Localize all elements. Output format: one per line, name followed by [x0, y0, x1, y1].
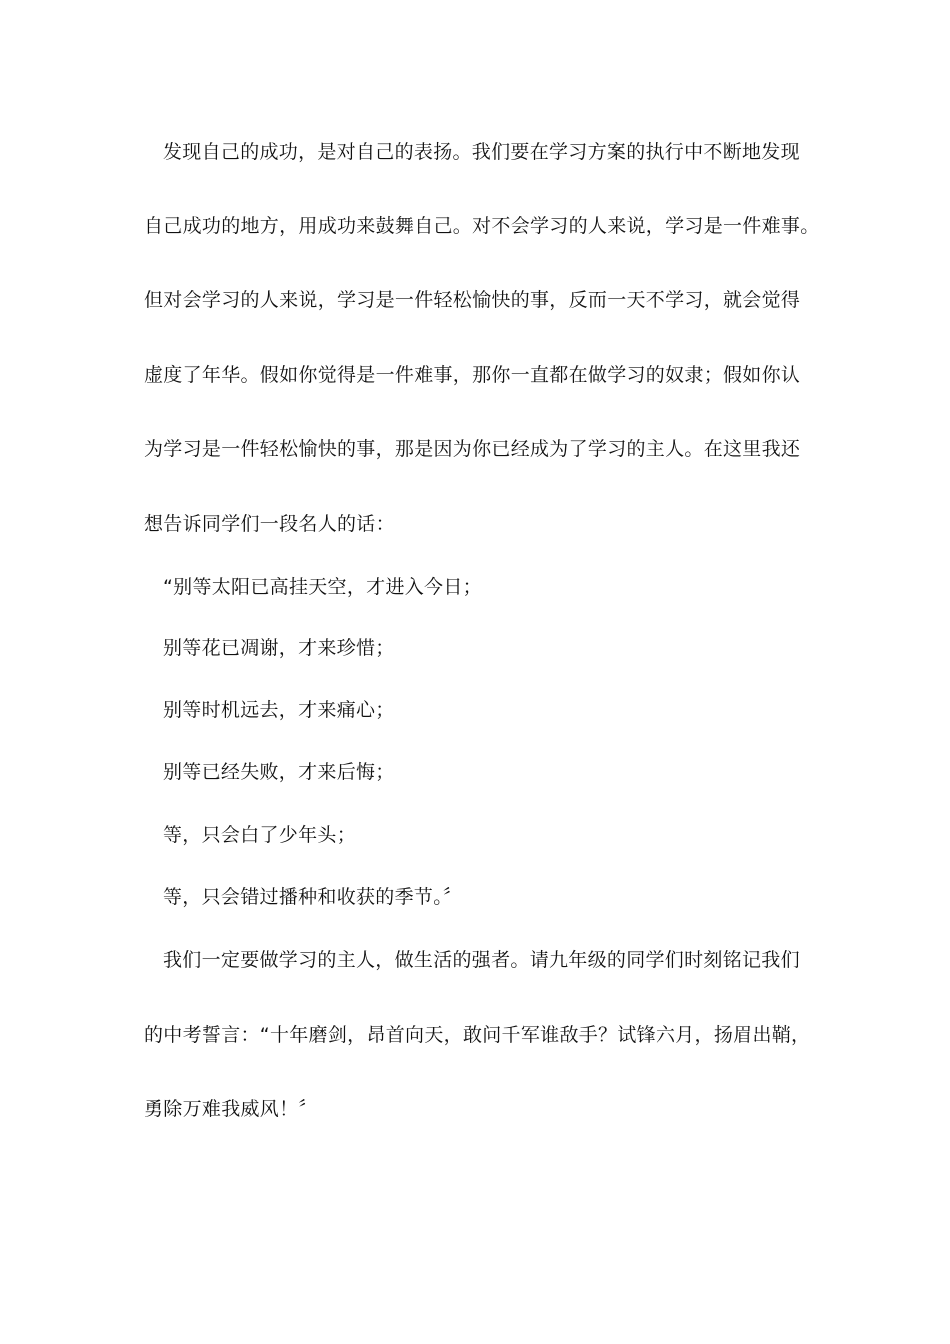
quote-line-2: 别等花已凋谢，才来珍惜；: [163, 637, 395, 659]
paragraph-2-line-2: 的中考誓言：“十年磨剑，昂首向天，敢问千军谁敌手？试锋六月，扬眉出鞘，: [144, 1024, 811, 1046]
quote-line-4: 别等已经失败，才来后悔；: [163, 761, 395, 783]
quote-line-6: 等，只会错过播种和收获的季节。〞: [163, 886, 463, 908]
paragraph-2-line-3: 勇除万难我威风！〞: [144, 1098, 318, 1120]
paragraph-1-line-4: 虚度了年华。假如你觉得是一件难事，那你一直都在做学习的奴隶；假如你认: [144, 364, 801, 386]
paragraph-1-line-2: 自己成功的地方，用成功来鼓舞自己。对不会学习的人来说，学习是一件难事。: [144, 215, 820, 237]
paragraph-1-line-6: 想告诉同学们一段名人的话：: [144, 513, 395, 535]
paragraph-2-line-1: 我们一定要做学习的主人，做生活的强者。请九年级的同学们时刻铭记我们: [163, 949, 800, 971]
paragraph-1-line-1: 发现自己的成功，是对自己的表扬。我们要在学习方案的执行中不断地发现: [163, 141, 800, 163]
quote-line-1: “别等太阳已高挂天空，才进入今日；: [163, 576, 482, 598]
paragraph-1-line-5: 为学习是一件轻松愉快的事，那是因为你已经成为了学习的主人。在这里我还: [144, 438, 801, 460]
quote-line-3: 别等时机远去，才来痛心；: [163, 699, 395, 721]
paragraph-1-line-3: 但对会学习的人来说，学习是一件轻松愉快的事，反而一天不学习，就会觉得: [144, 289, 801, 311]
quote-line-5: 等，只会白了少年头；: [163, 824, 357, 846]
